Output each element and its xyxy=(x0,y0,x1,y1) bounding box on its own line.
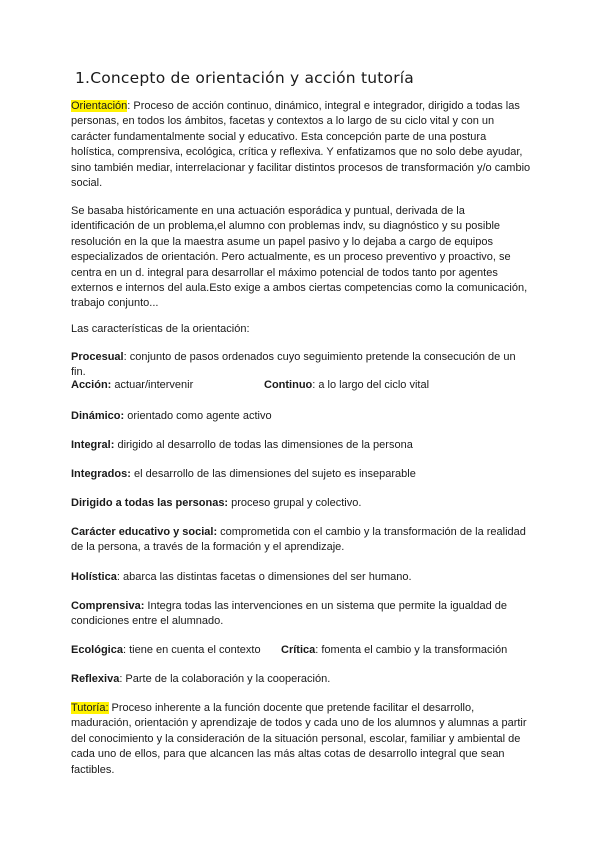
continuo-text: : a lo largo del ciclo vital xyxy=(312,379,430,391)
ecologica-term: Ecológica xyxy=(71,644,123,656)
item-critica xyxy=(281,643,507,658)
item-dinamico xyxy=(71,409,272,424)
dinamico-term: Dinámico: xyxy=(71,410,125,422)
orientacion-text: : Proceso de acción continuo, dinámico, integral e integrador, dirigido a todas las personas, en todos los ámbitos, facetas y contextos a lo largo de su ciclo vital y con un carácter fundamentalmente social y educativo. Esta concepción parte de una postura holística, comprensiva, ecológica, crítica y reflexiva. Y enfatizamos que no solo debe ayudar, sino también mediar, interrelacionar y facilitar distintos procesos de transformación y/o cambio social. xyxy=(71,100,531,190)
item-dirigido xyxy=(71,496,361,511)
holistica-term: Holística xyxy=(71,571,117,583)
accion-text: actuar/intervenir xyxy=(111,379,194,391)
ecologica-text: : tiene en cuenta el contexto xyxy=(122,644,261,656)
critica-text: : fomenta el cambio y la transformación xyxy=(315,644,508,656)
procesual-text: : conjunto de pasos ordenados cuyo seguimiento pretende la consecución de un fin. xyxy=(71,351,516,379)
item-caracter xyxy=(71,525,531,556)
dirigido-term: Dirigido a todas las personas: xyxy=(71,497,229,509)
historia-paragraph: Se basaba históricamente en una actuación esporádica y puntual, derivada de la identificación de un problema,el alumno con problemas indv, su diagnóstico y su posible resolución en la que la maestra asume un papel pasivo y lo dejaba a cargo de equipos especializados de orientación. Pero actualmente, es un proceso preventivo y proactivo, se centra en un d. integral para desarrollar el máximo potencial de todos tanto por agentes externos e internos del aula.Esto exige a ambos ciertas competencias como la comunicación, trabajo conjunto... xyxy=(71,205,528,310)
item-continuo xyxy=(264,378,429,393)
tutoria-definition xyxy=(71,701,531,778)
item-ecologica xyxy=(71,643,261,658)
dirigido-text: proceso grupal y colectivo. xyxy=(228,497,362,509)
comprensiva-term: Comprensiva: xyxy=(71,600,145,612)
orientacion-definition xyxy=(71,99,531,191)
reflexiva-term: Reflexiva xyxy=(71,673,120,685)
procesual-term: Procesual xyxy=(71,351,124,363)
item-accion xyxy=(71,378,193,393)
item-integral xyxy=(71,438,413,453)
tutoria-text: Proceso inherente a la función docente que pretende facilitar el desarrollo, maduración, orientación y aprendizaje de todos y cada uno de los alumnos y alumnas a partir del conocimiento y la consideración de la situación personal, escolar, familiar y ambiental de cada uno de ellos, para que alcancen las más altas cotas de desarrollo integral que sean factibles. xyxy=(71,702,527,776)
item-reflexiva xyxy=(71,672,330,687)
integrados-text: el desarrollo de las dimensiones del sujeto es inseparable xyxy=(130,468,416,480)
dinamico-text: orientado como agente activo xyxy=(124,410,272,422)
caracteristicas-heading: Las características de la orientación: xyxy=(71,323,250,335)
item-holistica xyxy=(71,570,412,585)
integral-text: dirigido al desarrollo de todas las dimensiones de la persona xyxy=(114,439,413,451)
integrados-term: Integrados: xyxy=(71,468,131,480)
item-comprensiva xyxy=(71,599,531,630)
accion-term: Acción: xyxy=(71,379,112,391)
item-procesual xyxy=(71,350,531,381)
orientacion-term: Orientación xyxy=(71,100,128,112)
comprensiva-text: Integra todas las intervenciones en un sistema que permite la igualdad de condiciones entre el alumnado. xyxy=(71,600,507,628)
continuo-term: Continuo xyxy=(264,379,313,391)
reflexiva-text: : Parte de la colaboración y la cooperación. xyxy=(119,673,331,685)
holistica-text: : abarca las distintas facetas o dimensiones del ser humano. xyxy=(116,571,412,583)
tutoria-term: Tutoría: xyxy=(71,702,109,714)
item-integrados xyxy=(71,467,416,482)
critica-term: Crítica xyxy=(281,644,316,656)
caracter-text: comprometida con el cambio y la transformación de la realidad de la persona, a través de la formación y el aprendizaje. xyxy=(71,526,526,554)
section-title: 1.Concepto de orientación y acción tutoría xyxy=(75,69,414,87)
caracter-term: Carácter educativo y social: xyxy=(71,526,218,538)
integral-term: Integral: xyxy=(71,439,115,451)
